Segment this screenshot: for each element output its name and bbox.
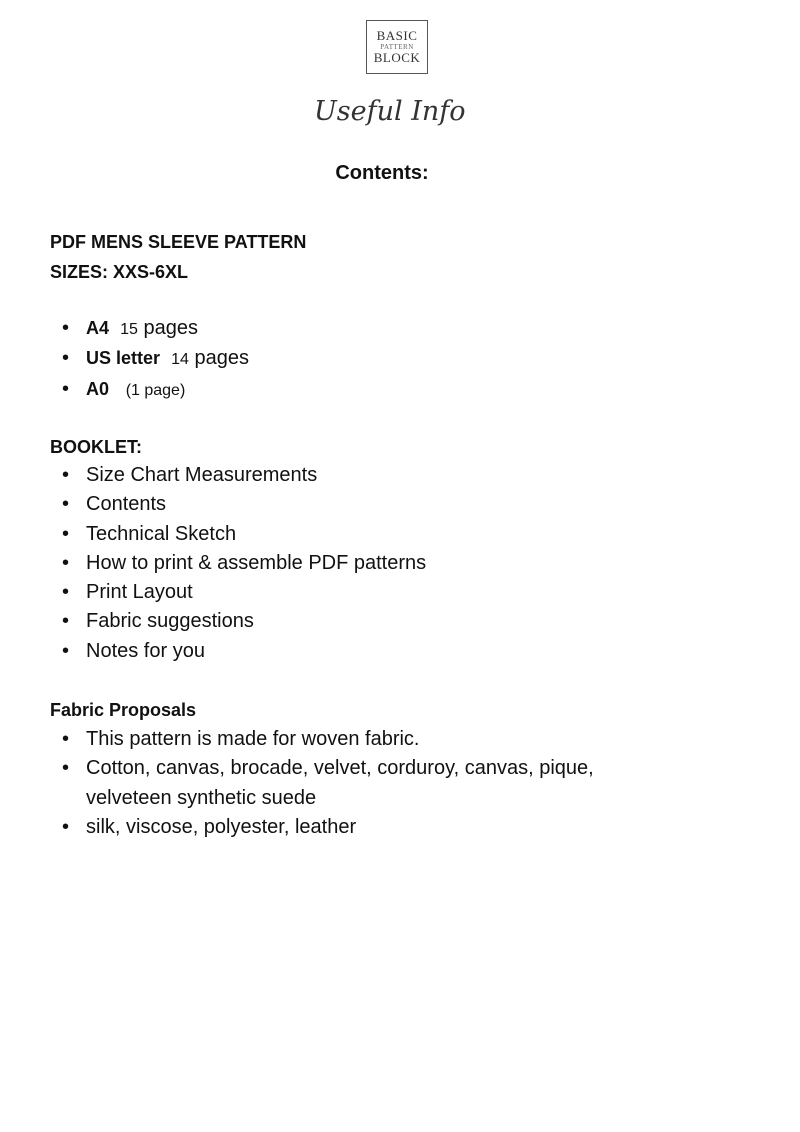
format-name: A4: [86, 318, 110, 338]
list-item: • Print Layout: [62, 578, 426, 607]
fabric-list: [62, 725, 594, 842]
list-item: • silk, viscose, polyester, leather: [62, 813, 594, 842]
list-item: • Fabric suggestions: [62, 607, 426, 636]
booklet-heading: BOOKLET:: [50, 437, 142, 457]
list-item: [62, 344, 249, 374]
logo-line-2: PATTERN: [380, 43, 414, 51]
list-item: • Contents: [62, 490, 426, 519]
list-item: [62, 375, 249, 405]
list-item: [62, 314, 249, 344]
page-title: Contents:: [335, 162, 429, 184]
logo-line-3: BLOCK: [373, 50, 421, 65]
list-item: • Notes for you: [62, 637, 426, 666]
booklet-list: [62, 461, 426, 666]
list-item: • Technical Sketch: [62, 520, 426, 549]
format-detail: 15: [120, 321, 138, 338]
list-item: • This pattern is made for woven fabric.: [62, 725, 594, 754]
script-title-text: Useful Info: [314, 96, 466, 127]
logo-line-1: BASIC: [376, 28, 418, 43]
list-item: • How to print & assemble PDF patterns: [62, 549, 426, 578]
format-suffix: pages: [188, 347, 250, 370]
format-name: A0: [86, 378, 110, 399]
format-suffix: pages: [137, 317, 198, 339]
format-name: US letter: [86, 348, 161, 369]
format-list: [62, 314, 249, 405]
product-name: PDF MENS SLEEVE PATTERN: [50, 232, 307, 252]
format-detail: (1 page): [125, 381, 186, 399]
fabric-heading: Fabric Proposals: [50, 700, 197, 720]
product-sizes: SIZES: XXS-6XL: [50, 262, 189, 282]
list-item: • Size Chart Measurements: [62, 461, 426, 490]
brand-logo: [366, 20, 428, 74]
format-detail: 14: [171, 351, 189, 369]
list-item-continuation: velveteen synthetic suede: [86, 786, 317, 809]
list-item: • Cotton, canvas, brocade, velvet, corduroy, canvas, pique,: [62, 754, 594, 783]
useful-info-script: [300, 86, 500, 136]
